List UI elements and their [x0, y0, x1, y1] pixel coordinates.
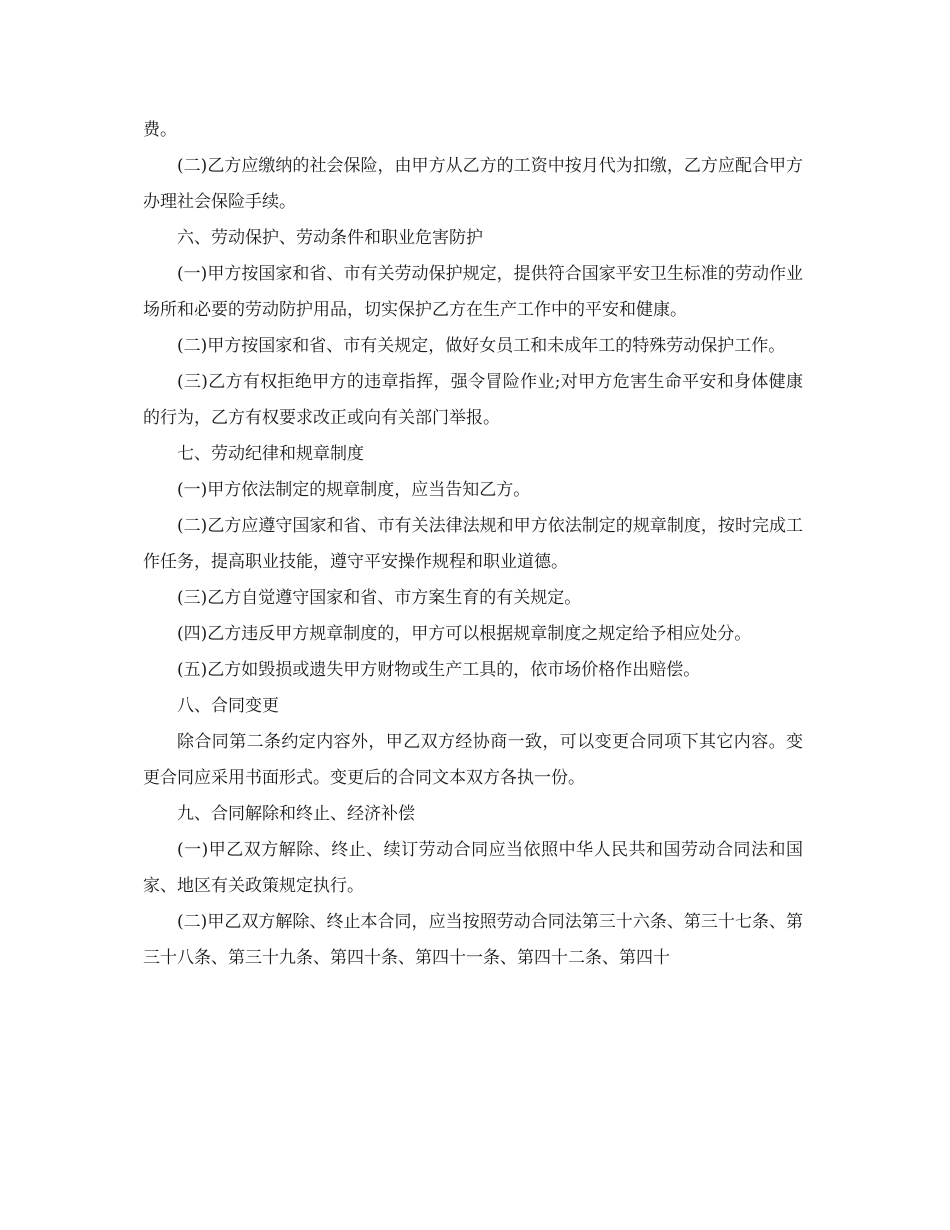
- paragraph-continuation: 费。: [143, 120, 177, 140]
- paragraph-termination-2: (二)甲乙双方解除、终止本合同，应当按照劳动合同法第三十六条、第三十七条、第三十八条、第三十九条、第四十条、第四十一条、第四十二条、第四十: [143, 912, 803, 968]
- paragraph-discipline-5: (五)乙方如毁损或遗失甲方财物或生产工具的，依市场价格作出赔偿。: [177, 660, 701, 680]
- document-body: [143, 112, 803, 976]
- section-heading-termination: 九、合同解除和终止、经济补偿: [177, 804, 415, 824]
- paragraph-discipline-3: (三)乙方自觉遵守国家和省、市方案生育的有关规定。: [177, 588, 582, 608]
- section-heading-discipline: 七、劳动纪律和规章制度: [177, 444, 364, 464]
- paragraph-contract-change: 除合同第二条约定内容外，甲乙双方经协商一致，可以变更合同项下其它内容。变更合同应采用书面形式。变更后的合同文本双方各执一份。: [143, 732, 803, 788]
- paragraph-termination-1: (一)甲乙双方解除、终止、续订劳动合同应当依照中华人民共和国劳动合同法和国家、地区有关政策规定执行。: [143, 840, 803, 896]
- paragraph-protection-3: (三)乙方有权拒绝甲方的违章指挥，强令冒险作业;对甲方危害生命平安和身体健康的行为，乙方有权要求改正或向有关部门举报。: [143, 372, 803, 428]
- paragraph-discipline-4: (四)乙方违反甲方规章制度的，甲方可以根据规章制度之规定给予相应处分。: [177, 624, 752, 644]
- section-heading-contract-change: 八、合同变更: [177, 696, 279, 716]
- paragraph-protection-2: (二)甲方按国家和省、市有关规定，做好女员工和未成年工的特殊劳动保护工作。: [177, 336, 786, 356]
- section-heading-labor-protection: 六、劳动保护、劳动条件和职业危害防护: [177, 228, 483, 248]
- paragraph-social-insurance: (二)乙方应缴纳的社会保险，由甲方从乙方的工资中按月代为扣缴，乙方应配合甲方办理社会保险手续。: [143, 156, 803, 212]
- paragraph-discipline-1: (一)甲方依法制定的规章制度，应当告知乙方。: [177, 480, 531, 500]
- paragraph-protection-1: (一)甲方按国家和省、市有关劳动保护规定，提供符合国家平安卫生标准的劳动作业场所和必要的劳动防护用品，切实保护乙方在生产工作中的平安和健康。: [143, 264, 803, 320]
- paragraph-discipline-2: (二)乙方应遵守国家和省、市有关法律法规和甲方依法制定的规章制度，按时完成工作任务，提高职业技能，遵守平安操作规程和职业道德。: [143, 516, 803, 572]
